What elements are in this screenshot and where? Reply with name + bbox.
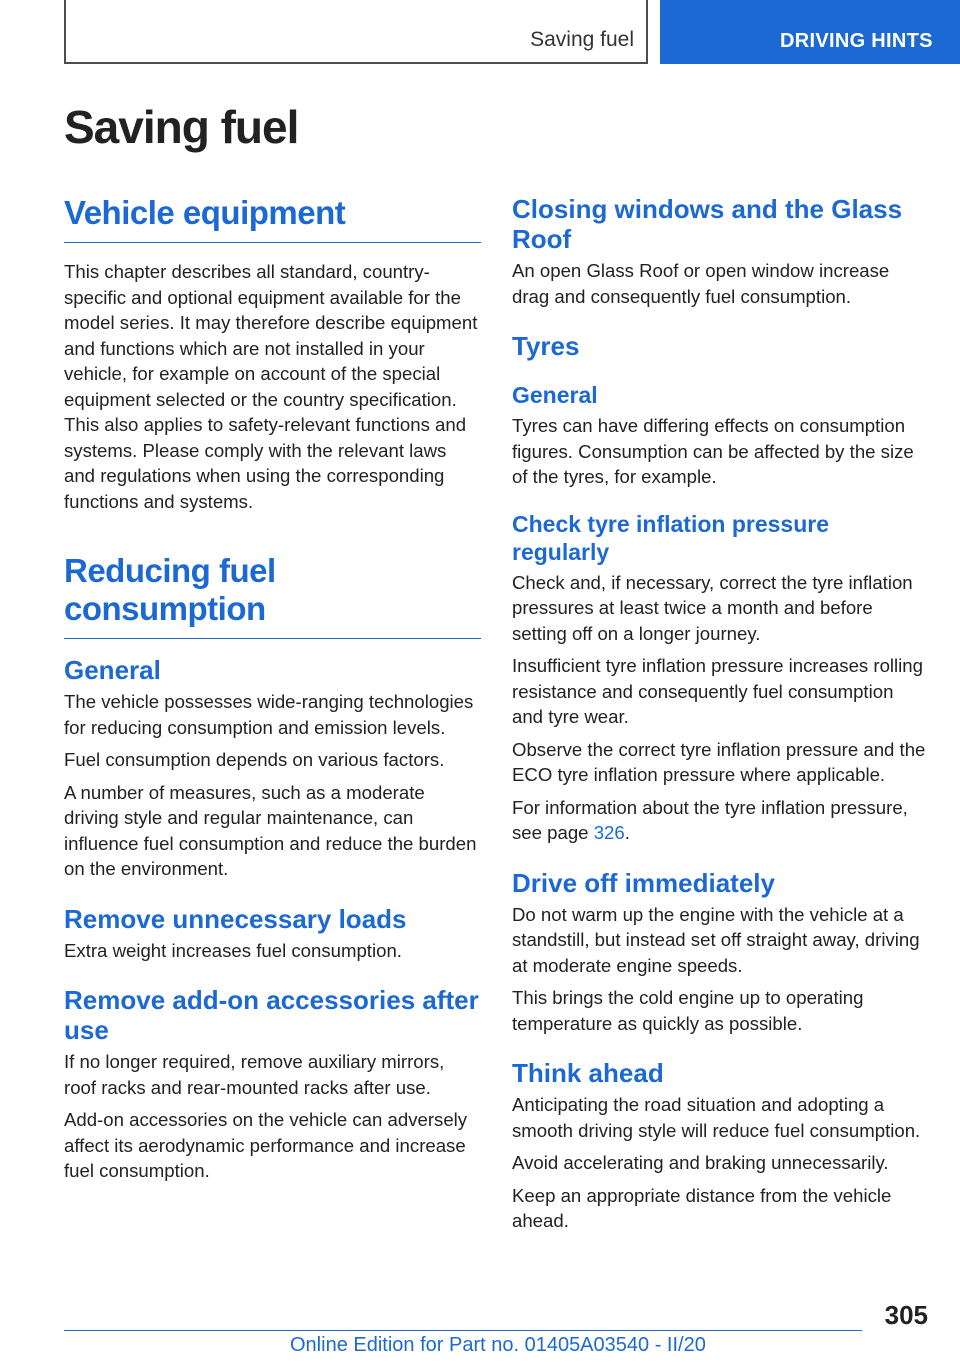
page-number: 305 <box>884 1300 928 1330</box>
heading-closing-windows: Closing windows and the Glass Roof <box>512 194 903 254</box>
footer-edition: Online Edition for Part no. 01405A03540 - II/20 <box>290 1334 706 1356</box>
windows-text: An open Glass Roof or open window increase drag and consequently fuel consumption. <box>512 260 890 307</box>
heading-drive-off: Drive off immediately <box>512 867 775 898</box>
ahead-text-1: Anticipating the road situation and adopting a smooth driving style will reduce fuel consumption. <box>512 1094 921 1141</box>
pressure-text-4 <box>512 795 928 846</box>
heading-remove-loads: Remove unnecessary loads <box>64 903 407 934</box>
pressure-text-4-suffix: . <box>624 822 630 843</box>
addon-text-1: If no longer required, remove auxiliary mirrors, roof racks and rear-mounted racks after use. <box>64 1051 445 1098</box>
heading-think-ahead: Think ahead <box>512 1058 664 1088</box>
heading-general: General <box>64 655 161 685</box>
header-section-box <box>64 0 648 64</box>
page-link-326[interactable]: 326 <box>593 822 625 843</box>
left-column <box>64 194 481 1191</box>
loads-text: Extra weight increases fuel consumption. <box>64 939 402 961</box>
header-section-title: Saving fuel <box>530 28 634 51</box>
header-chapter-tab[interactable]: DRIVING HINTS <box>660 0 960 64</box>
vehicle-equipment-text: This chapter describes all standard, country-specific and optional equipment available for the model series. It may therefore describe equipment and functions which are not installed in your vehicle, for example on account of the special equipment selected or the country specification. This also applies to safety-relevant functions and systems. Please comply with the relevant laws and regulations when using the corresponding functions and systems. <box>64 261 478 512</box>
tyres-general-text: Tyres can have differing effects on consumption figures. Consumption can be affected by the size of the tyres, for example. <box>512 415 914 487</box>
pressure-text-3: Observe the correct tyre inflation pressure and the ECO tyre inflation pressure where applicable. <box>512 738 926 785</box>
ahead-text-2: Avoid accelerating and braking unnecessarily. <box>512 1152 889 1173</box>
page-title: Saving fuel <box>64 101 299 153</box>
heading-tyres: Tyres <box>512 331 580 361</box>
right-column <box>512 194 928 1241</box>
general-text-3: A number of measures, such as a moderate driving style and regular maintenance, can influence fuel consumption and reduce the burden on the environment. <box>64 781 477 879</box>
heading-check-pressure: Check tyre inflation pressure regularly <box>512 510 829 565</box>
footer-divider <box>64 1330 862 1331</box>
general-text-1: The vehicle possesses wide-ranging technologies for reducing consumption and emission levels. <box>64 691 474 738</box>
heading-tyres-general: General <box>512 382 598 408</box>
driveoff-text-1: Do not warm up the engine with the vehicle at a standstill, but instead set off straight away, driving at moderate engine speeds. <box>512 903 920 976</box>
general-text-2: Fuel consumption depends on various factors. <box>64 749 445 770</box>
pressure-text-1: Check and, if necessary, correct the tyre inflation pressures at least twice a month and before setting off on a longer journey. <box>512 571 913 644</box>
driveoff-text-2: This brings the cold engine up to operating temperature as quickly as possible. <box>512 987 864 1034</box>
heading-reducing-fuel-consumption: Reducing fuel consumption <box>64 552 481 639</box>
addon-text-2: Add-on accessories on the vehicle can adversely affect its aerodynamic performance and increase fuel consumption. <box>64 1109 468 1181</box>
pressure-text-4-prefix: For information about the tyre inflation pressure, see page <box>512 796 908 843</box>
pressure-text-2: Insufficient tyre inflation pressure increases rolling resistance and consequently fuel consumption and tyre wear. <box>512 655 923 727</box>
heading-vehicle-equipment: Vehicle equipment <box>64 194 481 243</box>
heading-remove-addons: Remove add-on accessories after use <box>64 985 479 1045</box>
ahead-text-3: Keep an appropriate distance from the vehicle ahead. <box>512 1184 892 1231</box>
